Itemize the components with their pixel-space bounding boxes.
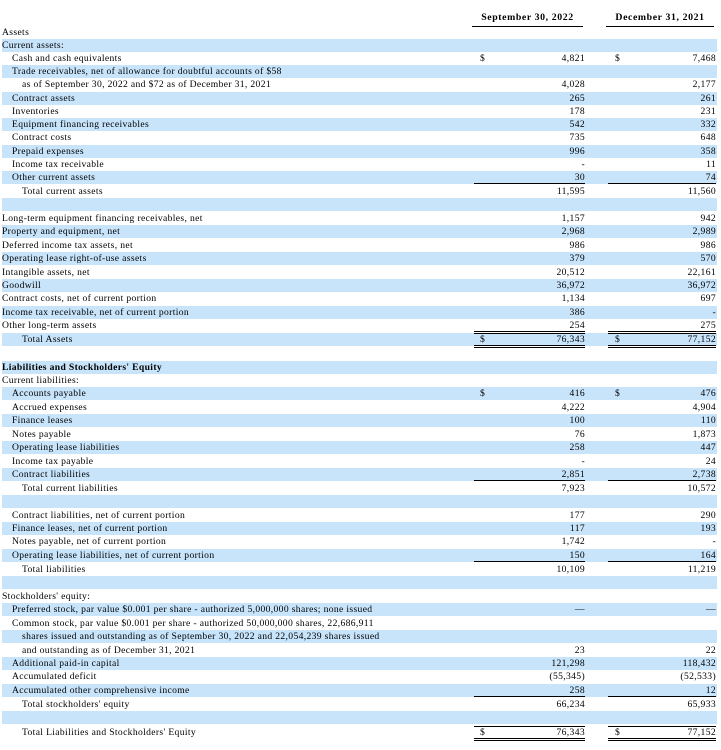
row-label: Income tax receivable: [12, 159, 105, 170]
column-header-label: December 31, 2021: [615, 12, 705, 23]
value-sep-2022: 76,343: [556, 334, 585, 345]
table-row: [2, 630, 717, 643]
value-sep-2022: 416: [569, 388, 585, 399]
value-dec-2021: 10,572: [687, 483, 716, 494]
row-label: Deferred income tax assets, net: [2, 240, 133, 251]
row-label: Total liabilities: [22, 564, 86, 575]
row-label: Prepaid expenses: [12, 146, 84, 157]
value-sep-2022: 150: [569, 550, 585, 561]
row-label: Contract costs: [12, 132, 72, 143]
table-row: [2, 495, 717, 508]
row-label: Contract assets: [12, 93, 76, 104]
table-row: [2, 212, 717, 225]
value-sep-2022: 258: [569, 442, 585, 453]
value-sep-2022: 386: [569, 307, 585, 318]
dollar-sign: $: [615, 727, 621, 738]
table-row: [2, 361, 717, 374]
value-dec-2021: 11: [706, 159, 716, 170]
value-dec-2021: 65,933: [687, 699, 716, 710]
value-dec-2021: 570: [700, 253, 716, 264]
table-row: [2, 644, 717, 657]
table-row: [2, 563, 717, 576]
table-row: [2, 105, 717, 118]
value-dec-2021: 332: [700, 119, 716, 130]
value-dec-2021: 22,161: [687, 267, 716, 278]
table-row: [2, 657, 717, 670]
table-row: [2, 590, 717, 603]
row-label: Income tax receivable, net of current portion: [2, 307, 190, 318]
table-row: [2, 198, 717, 211]
value-sep-2022: 4,821: [561, 53, 585, 64]
value-dec-2021: (52,533): [680, 671, 716, 682]
value-sep-2022: 36,972: [556, 280, 585, 291]
value-dec-2021: 118,432: [682, 658, 716, 669]
value-dec-2021: 77,152: [687, 334, 716, 345]
table-row: [2, 52, 717, 65]
table-row: [2, 225, 717, 238]
value-sep-2022: 996: [569, 146, 585, 157]
row-label: Accounts payable: [12, 388, 87, 399]
value-dec-2021: 24: [705, 456, 716, 467]
value-sep-2022: 30: [574, 172, 585, 183]
row-label: Contract liabilities: [12, 469, 91, 480]
row-label: Intangible assets, net: [2, 267, 90, 278]
value-dec-2021: 942: [700, 213, 716, 224]
value-sep-2022: 542: [569, 119, 585, 130]
total-top-rule: [608, 726, 716, 727]
table-row: [2, 306, 717, 319]
row-label: Contract costs, net of current portion: [2, 293, 157, 304]
table-row: [2, 185, 717, 198]
value-dec-2021: 77,152: [687, 727, 716, 738]
table-row: [2, 65, 717, 78]
value-sep-2022: (55,345): [549, 671, 585, 682]
table-row: [2, 252, 717, 265]
table-row: [2, 711, 717, 724]
value-sep-2022: 20,512: [556, 267, 585, 278]
dollar-sign: $: [615, 53, 621, 64]
row-label: Accumulated deficit: [12, 671, 97, 682]
value-sep-2022: 121,298: [551, 658, 585, 669]
row-label: Accrued expenses: [12, 402, 88, 413]
value-sep-2022: 76,343: [556, 727, 585, 738]
row-label: Current liabilities:: [2, 375, 80, 386]
dollar-sign: $: [615, 388, 621, 399]
value-sep-2022: 4,028: [561, 79, 585, 90]
row-label: Operating lease liabilities: [12, 442, 120, 453]
table-row: [2, 684, 717, 697]
double-underline: [608, 738, 716, 741]
table-row: [2, 145, 717, 158]
row-label: Finance leases: [12, 415, 73, 426]
table-row: [2, 726, 717, 739]
value-dec-2021: 697: [700, 293, 716, 304]
value-sep-2022: 117: [569, 523, 585, 534]
table-row: [2, 509, 717, 522]
value-dec-2021: 2,738: [692, 469, 716, 480]
row-label: Preferred stock, par value $0.001 per share - authorized 5,000,000 shares; none issued: [12, 604, 373, 615]
row-label: Liabilities and Stockholders' Equity: [2, 362, 163, 373]
value-dec-2021: 2,177: [692, 79, 716, 90]
row-label: Goodwill: [2, 280, 42, 291]
row-label: Additional paid-in capital: [12, 658, 120, 669]
row-label: as of September 30, 2022 and $72 as of December 31, 2021: [22, 79, 271, 90]
value-sep-2022: 4,222: [561, 402, 585, 413]
row-label: Other current assets: [12, 172, 96, 183]
value-sep-2022: 1,134: [561, 293, 585, 304]
row-label: Common stock, par value $0.001 per share - authorized 50,000,000 shares, 22,686,911: [12, 618, 374, 629]
total-top-rule: [474, 333, 585, 334]
row-label: Trade receivables, net of allowance for doubtful accounts of $58: [12, 66, 282, 77]
value-sep-2022: 2,851: [561, 469, 585, 480]
table-row: [2, 698, 717, 711]
table-row: [2, 26, 717, 39]
value-sep-2022: 66,234: [556, 699, 585, 710]
table-row: [2, 319, 717, 332]
table-row: [2, 455, 717, 468]
row-label: Operating lease right-of-use assets: [2, 253, 147, 264]
table-row: [2, 522, 717, 535]
dollar-sign: $: [480, 727, 486, 738]
table-row: [2, 549, 717, 562]
table-row: [2, 92, 717, 105]
value-dec-2021: 4,904: [692, 402, 716, 413]
row-label: Income tax payable: [12, 456, 94, 467]
value-sep-2022: 23: [574, 645, 585, 656]
row-label: Total Liabilities and Stockholders' Equity: [22, 727, 197, 738]
double-underline: [474, 738, 585, 741]
value-dec-2021: 358: [700, 146, 716, 157]
value-sep-2022: 735: [569, 132, 585, 143]
row-label: and outstanding as of December 31, 2021: [22, 645, 196, 656]
row-label: Notes payable, net of current portion: [12, 536, 167, 547]
column-header-label: September 30, 2022: [481, 12, 574, 23]
row-label: Property and equipment, net: [2, 226, 121, 237]
table-row: [2, 670, 717, 683]
value-sep-2022: 379: [569, 253, 585, 264]
value-dec-2021: 231: [700, 106, 716, 117]
value-sep-2022: 258: [569, 685, 585, 696]
row-label: Total current assets: [22, 186, 103, 197]
table-row: [2, 292, 717, 305]
total-top-rule: [608, 333, 716, 334]
row-label: Total stockholders' equity: [22, 699, 130, 710]
table-row: [2, 482, 717, 495]
table-row: [2, 266, 717, 279]
value-dec-2021: 648: [700, 132, 716, 143]
dollar-sign: $: [480, 53, 486, 64]
table-row: [2, 39, 717, 52]
row-label: Stockholders' equity:: [2, 591, 91, 602]
row-label: Operating lease liabilities, net of current portion: [12, 550, 215, 561]
row-label: Total Assets: [22, 334, 73, 345]
table-row: [2, 387, 717, 400]
dollar-sign: $: [480, 334, 486, 345]
row-label: Total current liabilities: [22, 483, 118, 494]
value-dec-2021: 74: [705, 172, 716, 183]
row-label: Accumulated other comprehensive income: [12, 685, 190, 696]
value-sep-2022: 177: [569, 510, 585, 521]
value-sep-2022: -: [581, 159, 585, 170]
value-sep-2022: 986: [569, 240, 585, 251]
table-row: [2, 158, 717, 171]
value-dec-2021: 193: [700, 523, 716, 534]
row-label: Current assets:: [2, 40, 65, 51]
value-dec-2021: 36,972: [687, 280, 716, 291]
value-sep-2022: 1,742: [561, 536, 585, 547]
table-row: [2, 333, 717, 346]
value-dec-2021: 261: [700, 93, 716, 104]
value-dec-2021: 447: [700, 442, 716, 453]
table-row: [2, 441, 717, 454]
value-dec-2021: -: [712, 307, 716, 318]
value-dec-2021: 22: [705, 645, 716, 656]
value-dec-2021: -: [712, 536, 716, 547]
table-row: [2, 401, 717, 414]
table-row: [2, 535, 717, 548]
row-label: Equipment financing receivables: [12, 119, 150, 130]
value-sep-2022: 76: [574, 429, 585, 440]
value-dec-2021: 1,873: [692, 429, 716, 440]
value-sep-2022: 2,968: [561, 226, 585, 237]
column-header-dec-2021: [606, 10, 714, 26]
dollar-sign: $: [480, 388, 486, 399]
value-dec-2021: 986: [700, 240, 716, 251]
table-row: [2, 617, 717, 630]
total-top-rule: [474, 726, 585, 727]
table-row: [2, 374, 717, 387]
row-label: Long-term equipment financing receivables, net: [2, 213, 203, 224]
value-sep-2022: 254: [569, 320, 585, 331]
table-row: [2, 239, 717, 252]
row-label: shares issued and outstanding as of September 30, 2022 and 22,054,239 shares issued: [22, 631, 380, 642]
value-dec-2021: —: [706, 604, 716, 615]
value-dec-2021: 11,560: [687, 186, 716, 197]
table-row: [2, 428, 717, 441]
value-dec-2021: 476: [700, 388, 716, 399]
value-sep-2022: 10,109: [556, 564, 585, 575]
row-label: Finance leases, net of current portion: [12, 523, 168, 534]
value-sep-2022: 100: [569, 415, 585, 426]
row-label: Inventories: [12, 106, 60, 117]
dollar-sign: $: [615, 334, 621, 345]
table-row: [2, 603, 717, 616]
value-dec-2021: 290: [700, 510, 716, 521]
table-row: [2, 171, 717, 184]
table-row: [2, 279, 717, 292]
table-row: [2, 576, 717, 589]
value-sep-2022: 11,595: [556, 186, 585, 197]
value-dec-2021: 2,989: [692, 226, 716, 237]
value-dec-2021: 11,219: [687, 564, 716, 575]
table-row: [2, 78, 717, 91]
column-header-sep-2022: [472, 10, 583, 26]
table-row: [2, 346, 717, 359]
value-dec-2021: 275: [700, 320, 716, 331]
value-dec-2021: 110: [700, 415, 716, 426]
value-sep-2022: 1,157: [561, 213, 585, 224]
row-label: Other long-term assets: [2, 320, 97, 331]
row-label: Notes payable: [12, 429, 72, 440]
row-label: Cash and cash equivalents: [12, 53, 122, 64]
value-sep-2022: -: [581, 456, 585, 467]
table-row: [2, 131, 717, 144]
value-sep-2022: 178: [569, 106, 585, 117]
value-dec-2021: 164: [700, 550, 716, 561]
table-row: [2, 468, 717, 481]
value-sep-2022: 7,923: [561, 483, 585, 494]
value-dec-2021: 7,468: [692, 53, 716, 64]
row-label: Assets: [2, 27, 30, 38]
table-row: [2, 118, 717, 131]
value-dec-2021: 12: [705, 685, 716, 696]
value-sep-2022: 265: [569, 93, 585, 104]
table-row: [2, 414, 717, 427]
row-label: Contract liabilities, net of current portion: [12, 510, 186, 521]
value-sep-2022: —: [575, 604, 585, 615]
